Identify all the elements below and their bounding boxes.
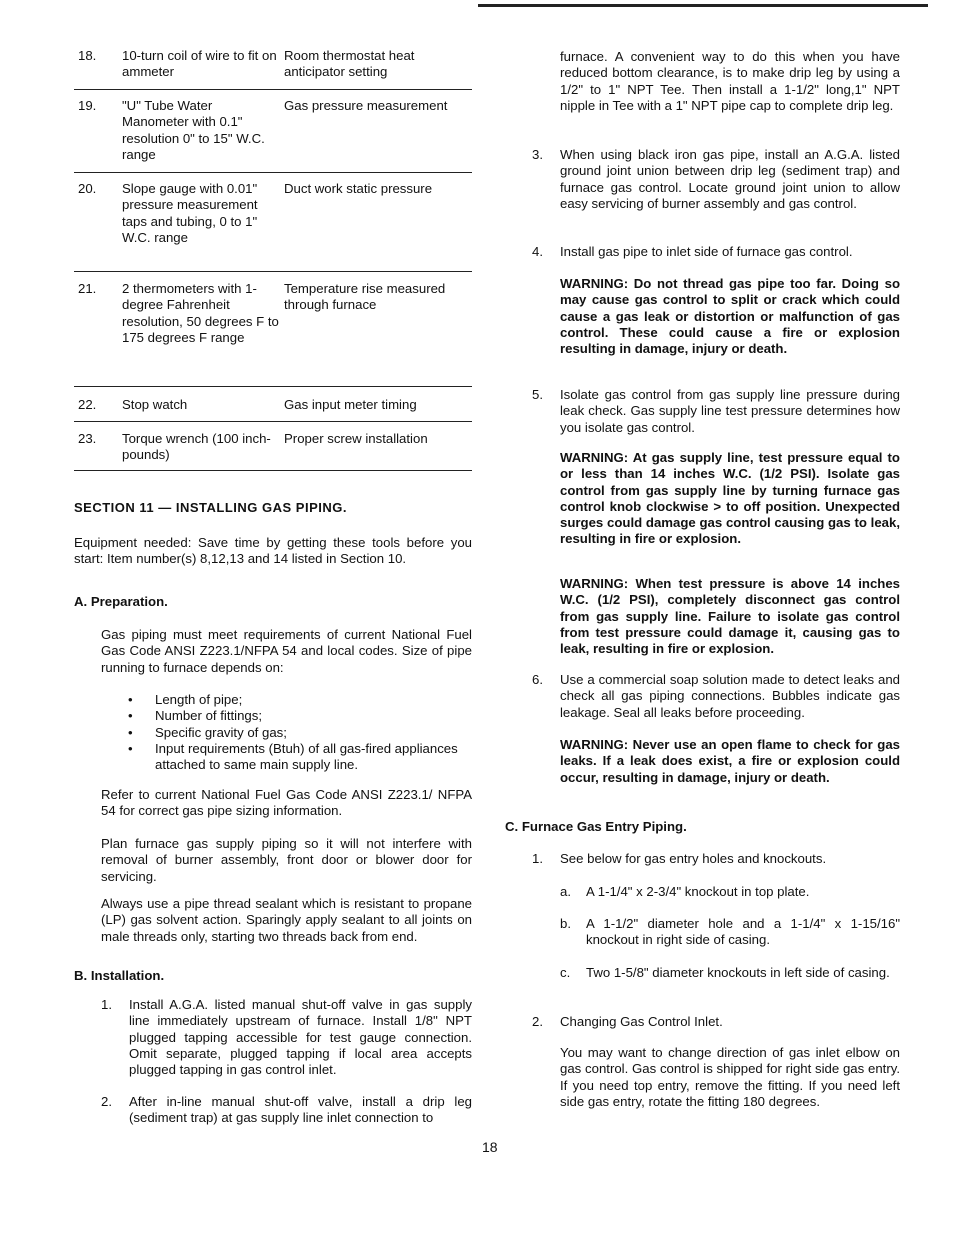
step-text: See below for gas entry holes and knockouts. xyxy=(560,851,827,866)
row-number: 23. xyxy=(78,431,97,446)
row-number: 22. xyxy=(78,397,97,412)
part-c-heading: C. Furnace Gas Entry Piping. xyxy=(505,819,687,834)
step-number: 6. xyxy=(532,672,543,687)
sub-step-text: A 1-1/4" x 2-3/4" knockout in top plate. xyxy=(586,884,810,899)
row-use: Gas pressure measurement xyxy=(284,98,448,113)
row-use: Temperature rise measured through furnace xyxy=(284,281,446,313)
row-number: 19. xyxy=(78,98,97,113)
row-number: 21. xyxy=(78,281,97,296)
row-use: Duct work static pressure xyxy=(284,181,433,196)
row-use: Proper screw installation xyxy=(284,431,428,446)
table-divider xyxy=(74,421,472,422)
sub-step-text: A 1-1/2" diameter hole and a 1-1/4" x 1-15/16" knockout in right side of casing. xyxy=(586,916,900,948)
row-item: Torque wrench (100 inch-pounds) xyxy=(122,431,271,463)
row-item: Stop watch xyxy=(122,397,188,412)
step-number: 1. xyxy=(101,997,112,1012)
part-a-paragraph: Plan furnace gas supply piping so it will not interfere with removal of burner assembly, front door or blower door for servicing. xyxy=(101,836,472,884)
table-divider xyxy=(74,172,472,173)
part-a-heading: A. Preparation. xyxy=(74,594,168,609)
sub-step-letter: c. xyxy=(560,965,571,980)
table-divider xyxy=(74,470,472,471)
step-number: 5. xyxy=(532,387,543,402)
step-text: Install gas pipe to inlet side of furnace gas control. xyxy=(560,244,853,259)
step-text: When using black iron gas pipe, install an A.G.A. listed ground joint union between drip leg (sediment trap) and furnace gas control. Locate ground joint union to allow easy servicing of burner assembly and gas control. xyxy=(560,147,900,211)
sub-step-letter: a. xyxy=(560,884,571,899)
row-use: Room thermostat heat anticipator setting xyxy=(284,48,415,80)
list-item: • Number of fittings; xyxy=(155,708,472,724)
pipe-size-factors-list xyxy=(155,692,472,773)
step-text: Install A.G.A. listed manual shut-off valve in gas supply line immediately upstream of furnace. Install 1/8" NPT plugged tapping accessible for test gauge connection. Omit separate, plugged tapping if local area accepts plugged tapping in gas control inlet. xyxy=(129,997,472,1078)
part-a-paragraph: Always use a pipe thread sealant which is resistant to propane (LP) gas solvent action. Sparingly apply sealant to all joints on male threads only, starting two threads back from end. xyxy=(101,896,472,944)
step-number: 1. xyxy=(532,851,543,866)
list-item: • Length of pipe; xyxy=(155,692,472,708)
row-item: 10-turn coil of wire to fit on ammeter xyxy=(122,48,277,80)
section-title: SECTION 11 — INSTALLING GAS PIPING. xyxy=(74,500,347,515)
part-b-heading: B. Installation. xyxy=(74,968,165,983)
list-item: • Specific gravity of gas; xyxy=(155,725,472,741)
sub-step-text: Two 1-5/8" diameter knockouts in left side of casing. xyxy=(586,965,890,980)
step-text: After in-line manual shut-off valve, install a drip leg (sediment trap) at gas supply line inlet connection to xyxy=(129,1094,472,1126)
row-number: 20. xyxy=(78,181,97,196)
warning-text: WARNING: Do not thread gas pipe too far. Doing so may cause gas control to split or crack which could cause a gas leak or distortion or malfunction of gas control. These could cause a fire or explosion resulting in damage, injury or death. xyxy=(560,276,900,357)
table-divider xyxy=(74,386,472,387)
top-rule xyxy=(478,4,928,7)
step-paragraph: You may want to change direction of gas inlet elbow on gas control. Gas control is shipped for right side gas entry. If you need top entry, remove the fitting. If you need left side gas entry, rotate the fitting 180 degrees. xyxy=(560,1045,900,1109)
table-divider xyxy=(74,271,472,272)
part-a-paragraph: Gas piping must meet requirements of current National Fuel Gas Code ANSI Z223.1/NFPA 54 and local codes. Size of pipe running to furnace depends on: xyxy=(101,627,472,675)
table-divider xyxy=(74,89,472,90)
warning-text: WARNING: Never use an open flame to check for gas leaks. If a leak does exist, a fire or explosion could occur, resulting in damage, injury or death. xyxy=(560,737,900,785)
step-text: Isolate gas control from gas supply line pressure during leak check. Gas supply line test pressure determines how you isolate gas control. xyxy=(560,387,900,435)
row-use: Gas input meter timing xyxy=(284,397,417,412)
row-item: "U" Tube Water Manometer with 0.1" resolution 0" to 15" W.C. range xyxy=(122,98,265,162)
page-number: 18 xyxy=(482,1139,498,1155)
step-text: Changing Gas Control Inlet. xyxy=(560,1014,723,1029)
step-number: 4. xyxy=(532,244,543,259)
step-text-continued: furnace. A convenient way to do this when you have reduced bottom clearance, is to make drip leg by using a 1/2" to 1" NPT Tee. Then install a 1-1/2" long,1" NPT nipple in Tee with a 1" NPT pipe cap to complete drip leg. xyxy=(560,49,900,113)
list-item: • Input requirements (Btuh) of all gas-fired appliances attached to same main supply line. xyxy=(155,741,472,774)
warning-text: WARNING: At gas supply line, test pressure equal to or less than 14 inches W.C. (1/2 PSI). Isolate gas control from gas supply line by turning furnace gas control knob clockwise > to off position. Unexpected surges could damage gas control causing gas to leak, resulting in fire or explosion. xyxy=(560,450,900,547)
part-a-paragraph: Refer to current National Fuel Gas Code ANSI Z223.1/ NFPA 54 for correct gas pipe sizing information. xyxy=(101,787,472,819)
row-number: 18. xyxy=(78,48,97,63)
step-text: Use a commercial soap solution made to detect leaks and check all gas piping connections. Bubbles indicate gas leakage. Seal all leaks before proceeding. xyxy=(560,672,900,720)
step-number: 2. xyxy=(532,1014,543,1029)
step-number: 2. xyxy=(101,1094,112,1109)
row-item: Slope gauge with 0.01" pressure measurement taps and tubing, 0 to 1" W.C. range xyxy=(122,181,258,245)
sub-step-letter: b. xyxy=(560,916,571,931)
warning-text: WARNING: When test pressure is above 14 inches W.C. (1/2 PSI), completely disconnect gas control from gas supply line. Failure to isolate gas control from test pressure could damage it, causing gas to leak, resulting in fire or explosion. xyxy=(560,576,900,657)
equipment-text: Equipment needed: Save time by getting these tools before you start: Item number(s) 8,12,13 and 14 listed in Section 10. xyxy=(74,535,472,567)
step-number: 3. xyxy=(532,147,543,162)
row-item: 2 thermometers with 1-degree Fahrenheit resolution, 50 degrees F to 175 degrees F range xyxy=(122,281,279,345)
